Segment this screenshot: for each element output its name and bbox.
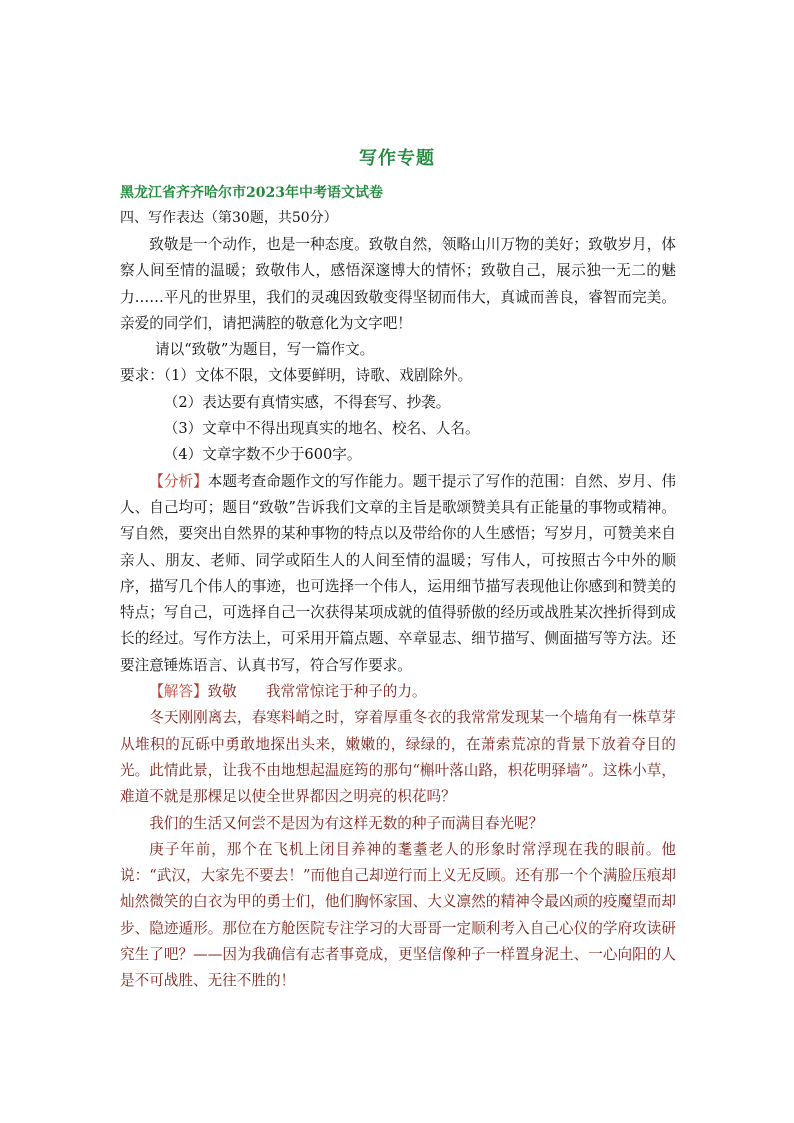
analysis-text: 本题考查命题作文的写作能力。题干提示了写作的范围：自然、岁月、伟人、自己均可；题目“致敬”告诉我们文章的主旨是歌颂赞美具有正能量的事物或精神。写自然，要突出自然界的某种事物的特点以及带给你的人生感悟；写岁月，可赞美来自亲人、朋友、老师、同学或陌生人的人间至情的温暖；写伟人，可按照古今中外的顺序，描写几个伟人的事迹，也可选择一个伟人，运用细节描写表现他让你感到和赞美的特点；写自己，可选择自己一次获得某项成就的值得骄傲的经历或战胜某次挫折得到成长的经过。写作方法上，可采用开篇点题、卒章显志、细节描写、侧面描写等方法。还要注意锤炼语言、认真书写，符合写作要求。 bbox=[120, 472, 676, 674]
answer-title: 致敬 bbox=[207, 683, 237, 701]
writing-prompt: 致敬是一个动作，也是一种态度。致敬自然，领略山川万物的美好；致敬岁月，体察人间至情的温暖；致敬伟人，感悟深邃博大的情怀；致敬自己，展示独一无二的魅力……平凡的世界里，我们的灵魂因致敬变得坚韧而伟大，真诚而善良，睿智而完美。亲爱的同学们，请把满腔的敬意化为文字吧！ bbox=[120, 236, 676, 332]
answer-heading bbox=[120, 679, 676, 705]
page-title: 写作专题 bbox=[359, 148, 435, 169]
answer-tag: 【解答】 bbox=[149, 683, 208, 701]
requirement-item: （2）表达要有真情实感，不得套写、抄袭。 bbox=[163, 393, 451, 411]
essay-paragraph: 冬天刚刚离去，春寒料峭之时，穿着厚重冬衣的我常常发现某一个墙角有一株草芽从堆积的瓦砾中勇敢地探出头来，嫩嫩的，绿绿的，在萧索荒凉的背景下放着夺目的光。此情此景，让我不由地想起温庭筠的那句“槲叶落山路，枳花明驿墙”。这株小草，难道不就是那棵足以使全世界都因之明亮的枳花吗？ bbox=[120, 709, 676, 806]
requirement-item: （4）文章字数不少于600字。 bbox=[163, 446, 362, 464]
requirement-item: （3）文章中不得出现真实的地名、校名、人名。 bbox=[163, 420, 480, 438]
section-heading: 四、写作表达（第30题，共50分） bbox=[120, 210, 338, 226]
writing-instruction: 请以“致敬”为题目，写一篇作文。 bbox=[155, 341, 375, 359]
document-body bbox=[120, 232, 676, 995]
analysis-tag: 【分析】 bbox=[149, 472, 208, 490]
analysis-paragraph bbox=[120, 469, 676, 679]
requirements-line-1 bbox=[120, 363, 676, 389]
requirements-label: 要求： bbox=[120, 367, 164, 385]
answer-lead: 我常常惊诧于种子的力。 bbox=[265, 683, 427, 701]
exam-source: 黑龙江省齐齐哈尔市2023年中考语文试卷 bbox=[120, 185, 383, 201]
requirement-item: （1）文体不限，文体要鲜明，诗歌、戏剧除外。 bbox=[163, 367, 473, 385]
essay-paragraph: 庚子年前，那个在飞机上闭目养神的耄耋老人的形象时常浮现在我的眼前。他说：“武汉，大家先不要去！”而他自己却逆行而上义无反顾。还有那一个个满脸压痕却灿然微笑的白衣为甲的勇士们，他们胸怀家国、大义凛然的精神令最凶顽的疫魔望而却步、隐迹遁形。那位在方舱医院专注学习的大哥哥一定顺利考入自己心仪的学府攻读研究生了吧？——因为我确信有志者事竟成，更坚信像种子一样置身泥土、一心向阳的人是不可战胜、无往不胜的！ bbox=[120, 840, 676, 990]
essay-paragraph: 我们的生活又何尝不是因为有这样无数的种子而满目春光呢？ bbox=[149, 814, 544, 832]
